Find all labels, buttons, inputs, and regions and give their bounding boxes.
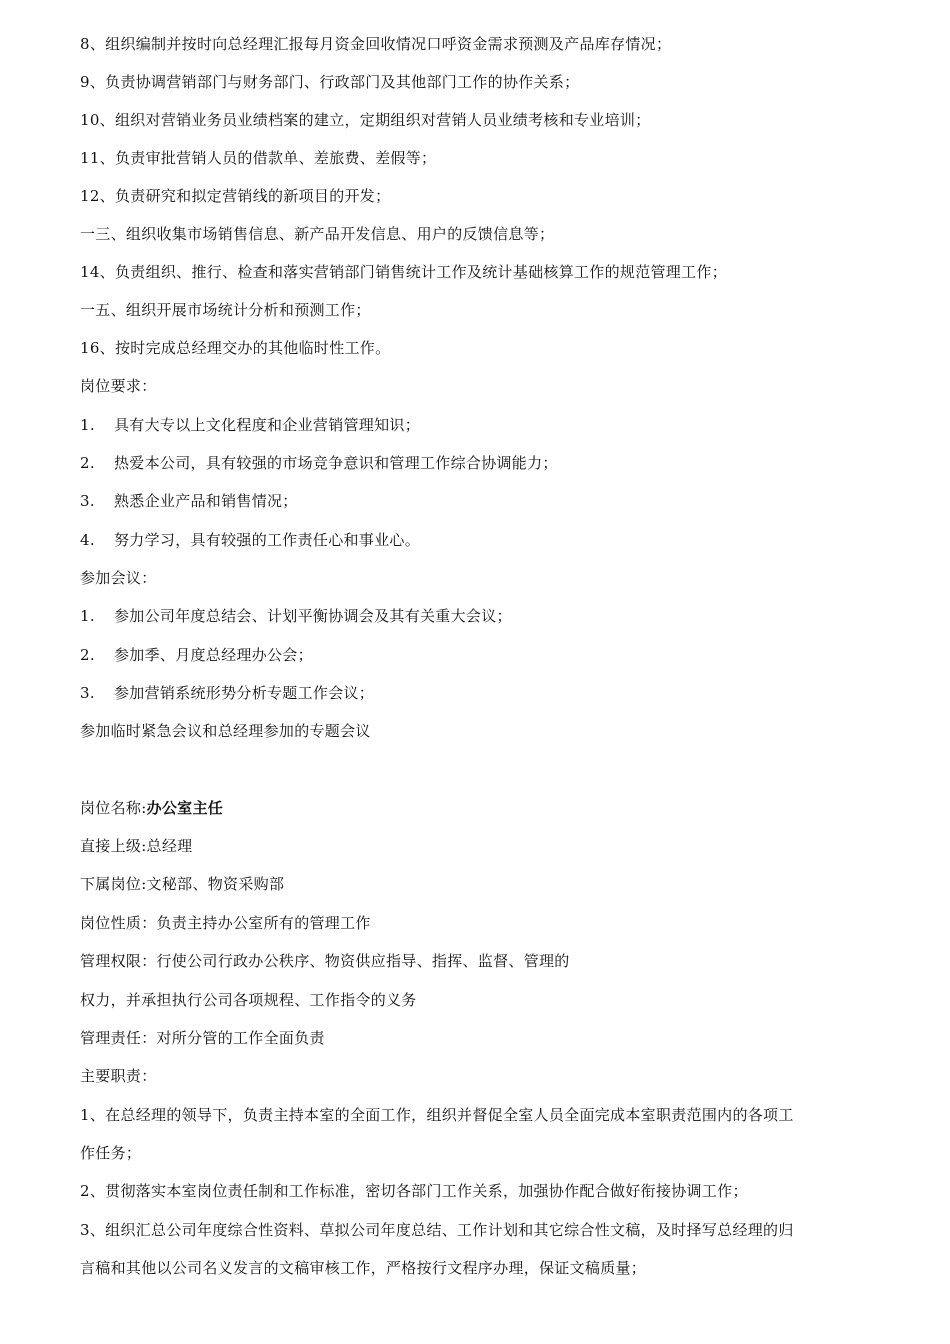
- requirement-item: [80, 414, 880, 436]
- item-text: 努力学习，具有较强的工作责任心和事业心。: [114, 531, 421, 549]
- office-duty-3: 3、组织汇总公司年度综合性资料、草拟公司年度总结、工作计划和其它综合性文稿，及时择写总经理的归: [80, 1221, 794, 1239]
- management-authority: 管理权限：行使公司行政办公秩序、物资供应指导、指挥、监督、管理的: [80, 952, 570, 970]
- requirement-item: [80, 452, 880, 474]
- duty-item-11: 11、负责审批营销人员的借款单、差旅费、差假等；: [80, 149, 437, 167]
- item-number: 2.: [80, 454, 95, 472]
- meeting-item: [80, 644, 880, 666]
- item-text: 参加营销系统形势分析专题工作会议；: [114, 684, 375, 702]
- duty-item-10: 10、组织对营销业务员业绩档案的建立，定期组织对营销人员业绩考核和专业培训；: [80, 111, 651, 129]
- duty-item-12: 12、负责研究和拟定营销线的新项目的开发；: [80, 187, 391, 205]
- item-number: 1.: [80, 416, 95, 434]
- item-text: 热爱本公司，具有较强的市场竞争意识和管理工作综合协调能力；: [114, 454, 558, 472]
- item-text: 具有大专以上文化程度和企业营销管理知识；: [114, 416, 421, 434]
- management-authority-cont: 权力，并承担执行公司各项规程、工作指令的义务: [80, 991, 417, 1009]
- meeting-item: [80, 605, 880, 627]
- item-number: 2.: [80, 646, 95, 664]
- position-name-label: 岗位名称:: [80, 799, 147, 817]
- management-responsibility: 管理责任：对所分管的工作全面负责: [80, 1029, 325, 1047]
- item-text: 参加公司年度总结会、计划平衡协调会及其有关重大会议；: [114, 607, 512, 625]
- duty-item-16: 16、按时完成总经理交办的其他临时性工作。: [80, 339, 391, 357]
- meeting-item: [80, 682, 880, 704]
- duty-item-9: 9、负责协调营销部门与财务部门、行政部门及其他部门工作的协作关系；: [80, 73, 580, 91]
- office-duty-1-cont: 作任务；: [80, 1144, 142, 1162]
- position-nature: 岗位性质：负责主持办公室所有的管理工作: [80, 914, 371, 932]
- office-duty-3-cont: 言稿和其他以公司名义发言的文稿审核工作，严格按行文程序办理，保证文稿质量；: [80, 1259, 647, 1277]
- subordinate-positions: 下属岗位:文秘部、物资采购部: [80, 875, 285, 893]
- requirement-item: [80, 529, 880, 551]
- requirements-heading: 岗位要求：: [80, 377, 157, 395]
- meeting-item-last: 参加临时紧急会议和总经理参加的专题会议: [80, 722, 371, 740]
- duty-item-15: 一五、组织开展市场统计分析和预测工作；: [80, 301, 371, 319]
- item-text: 熟悉企业产品和销售情况；: [114, 492, 298, 510]
- requirement-item: [80, 490, 880, 512]
- main-duties-heading: 主要职责：: [80, 1067, 157, 1085]
- position-name: [80, 797, 880, 819]
- item-text: 参加季、月度总经理办公会；: [114, 646, 313, 664]
- item-number: 3.: [80, 492, 95, 510]
- item-number: 1.: [80, 607, 95, 625]
- position-name-value: 办公室主任: [146, 799, 224, 817]
- duty-item-14: 14、负责组织、推行、检查和落实营销部门销售统计工作及统计基础核算工作的规范管理工作；: [80, 263, 727, 281]
- direct-superior: 直接上级:总经理: [80, 837, 193, 855]
- duty-item-13: 一三、组织收集市场销售信息、新产品开发信息、用户的反馈信息等；: [80, 225, 555, 243]
- office-duty-2: 2、贯彻落实本室岗位责任制和工作标准，密切各部门工作关系，加强协作配合做好衔接协调工作；: [80, 1182, 748, 1200]
- meetings-heading: 参加会议：: [80, 569, 157, 587]
- office-duty-1: 1、在总经理的领导下，负责主持本室的全面工作，组织并督促全室人员全面完成本室职责范围内的各项工: [80, 1106, 794, 1124]
- duty-item-8: 8、组织编制并按时向总经理汇报每月资金回收情况口呼资金需求预测及产品库存情况；: [80, 35, 672, 53]
- item-number: 4.: [80, 531, 95, 549]
- item-number: 3.: [80, 684, 95, 702]
